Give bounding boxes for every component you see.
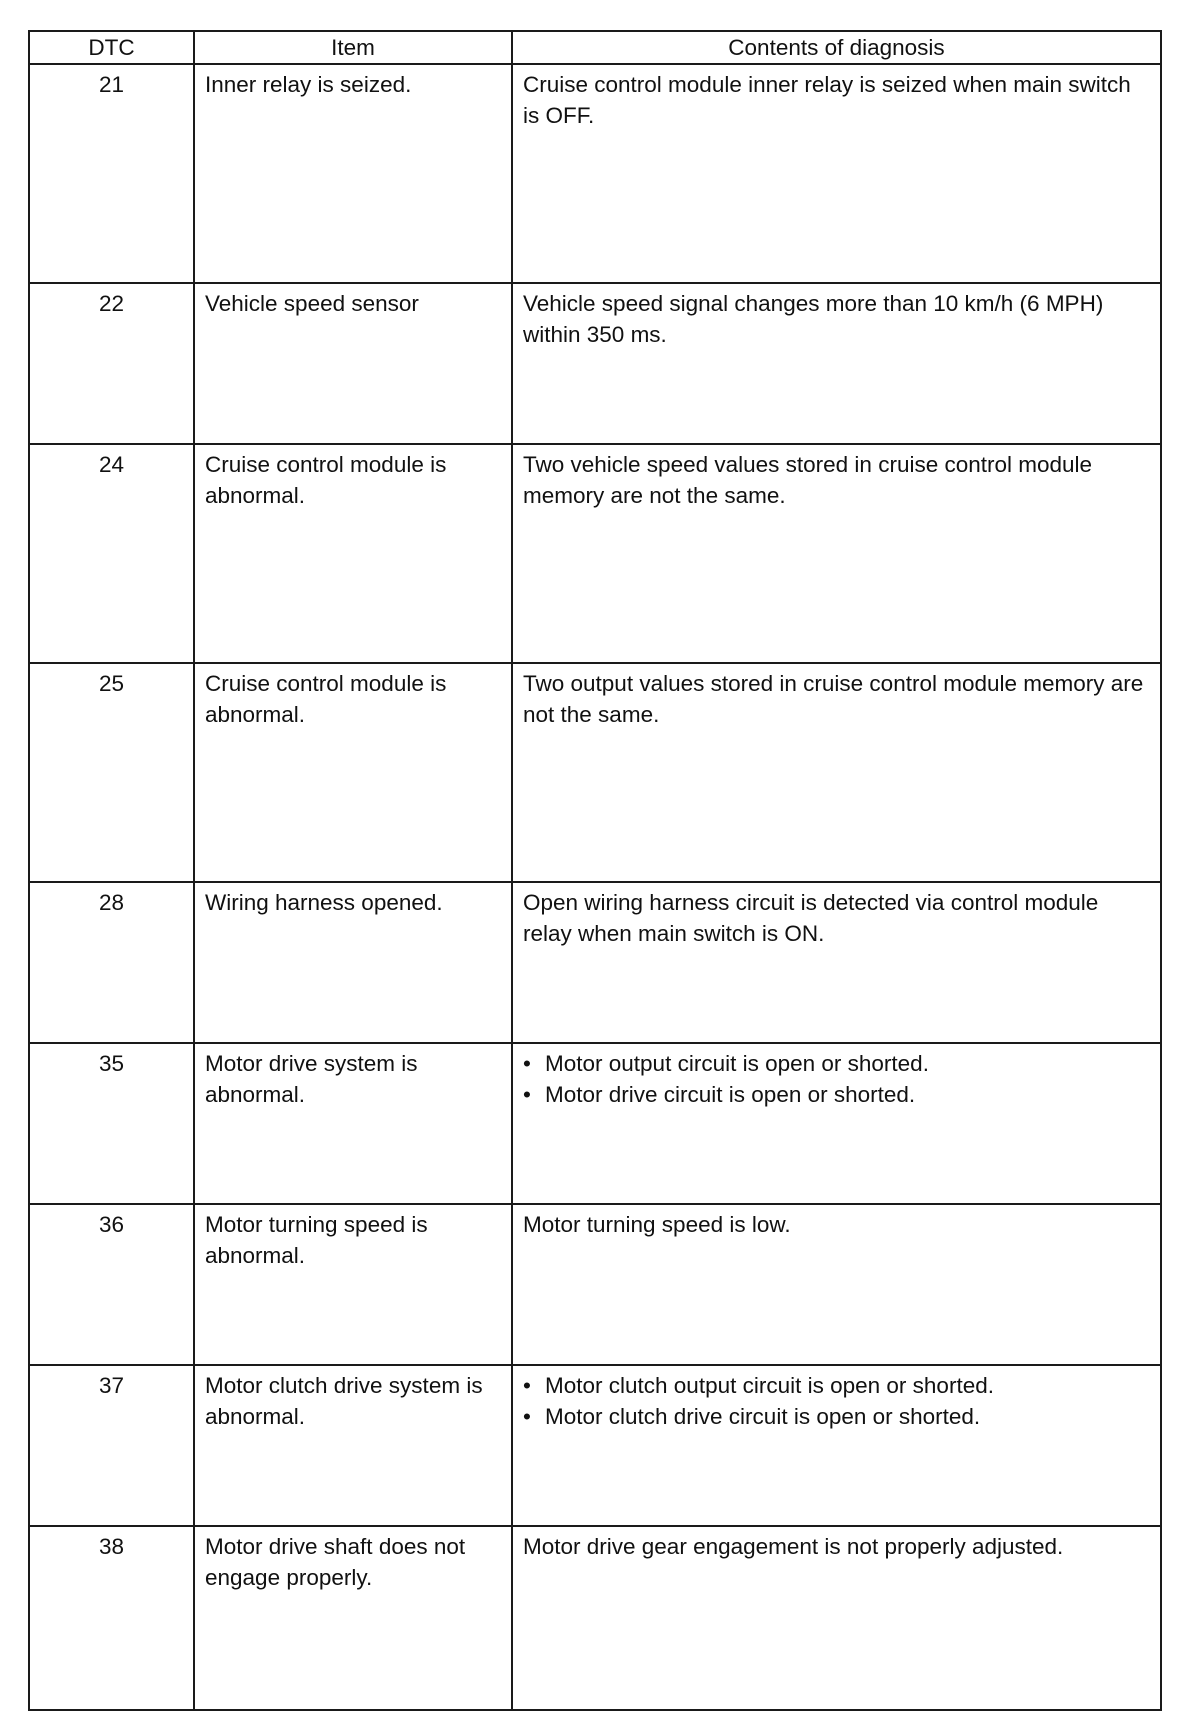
column-header-dtc: DTC — [29, 31, 194, 64]
dtc-code: 38 — [29, 1526, 194, 1710]
dtc-code: 28 — [29, 882, 194, 1043]
contents-cell: Motor turning speed is low. — [512, 1204, 1161, 1365]
contents-cell: Two output values stored in cruise control module memory are not the same. — [512, 663, 1161, 882]
contents-cell — [512, 1043, 1161, 1204]
dtc-table — [28, 30, 1162, 1711]
dtc-code: 24 — [29, 444, 194, 663]
table-row — [29, 283, 1161, 444]
table-row — [29, 444, 1161, 663]
dtc-code: 37 — [29, 1365, 194, 1526]
table-row — [29, 64, 1161, 283]
bullet-item: • Motor clutch output circuit is open or shorted. — [523, 1370, 1150, 1401]
dtc-code: 35 — [29, 1043, 194, 1204]
item-cell: Motor drive system is abnormal. — [194, 1043, 512, 1204]
contents-cell: Motor drive gear engagement is not properly adjusted. — [512, 1526, 1161, 1710]
item-cell: Inner relay is seized. — [194, 64, 512, 283]
item-cell: Wiring harness opened. — [194, 882, 512, 1043]
contents-cell: Cruise control module inner relay is seized when main switch is OFF. — [512, 64, 1161, 283]
table-row — [29, 1043, 1161, 1204]
table-row — [29, 663, 1161, 882]
contents-cell — [512, 1365, 1161, 1526]
table-header-row — [29, 31, 1161, 64]
item-cell: Cruise control module is abnormal. — [194, 444, 512, 663]
item-cell: Motor turning speed is abnormal. — [194, 1204, 512, 1365]
bullet-item: • Motor drive circuit is open or shorted. — [523, 1079, 1150, 1110]
column-header-item: Item — [194, 31, 512, 64]
item-cell: Motor drive shaft does not engage properly. — [194, 1526, 512, 1710]
table-row — [29, 1365, 1161, 1526]
table-row — [29, 1204, 1161, 1365]
dtc-code: 22 — [29, 283, 194, 444]
dtc-code: 25 — [29, 663, 194, 882]
column-header-contents: Contents of diagnosis — [512, 31, 1161, 64]
dtc-code: 36 — [29, 1204, 194, 1365]
bullet-list — [523, 1370, 1150, 1432]
bullet-list — [523, 1048, 1150, 1110]
dtc-code: 21 — [29, 64, 194, 283]
contents-cell: Open wiring harness circuit is detected via control module relay when main switch is ON. — [512, 882, 1161, 1043]
bullet-item: • Motor output circuit is open or shorted. — [523, 1048, 1150, 1079]
table-row — [29, 882, 1161, 1043]
dtc-table-container — [28, 30, 1160, 1711]
table-row — [29, 1526, 1161, 1710]
contents-cell: Two vehicle speed values stored in cruise control module memory are not the same. — [512, 444, 1161, 663]
contents-cell: Vehicle speed signal changes more than 10 km/h (6 MPH) within 350 ms. — [512, 283, 1161, 444]
item-cell: Motor clutch drive system is abnormal. — [194, 1365, 512, 1526]
bullet-item: • Motor clutch drive circuit is open or shorted. — [523, 1401, 1150, 1432]
item-cell: Cruise control module is abnormal. — [194, 663, 512, 882]
item-cell: Vehicle speed sensor — [194, 283, 512, 444]
